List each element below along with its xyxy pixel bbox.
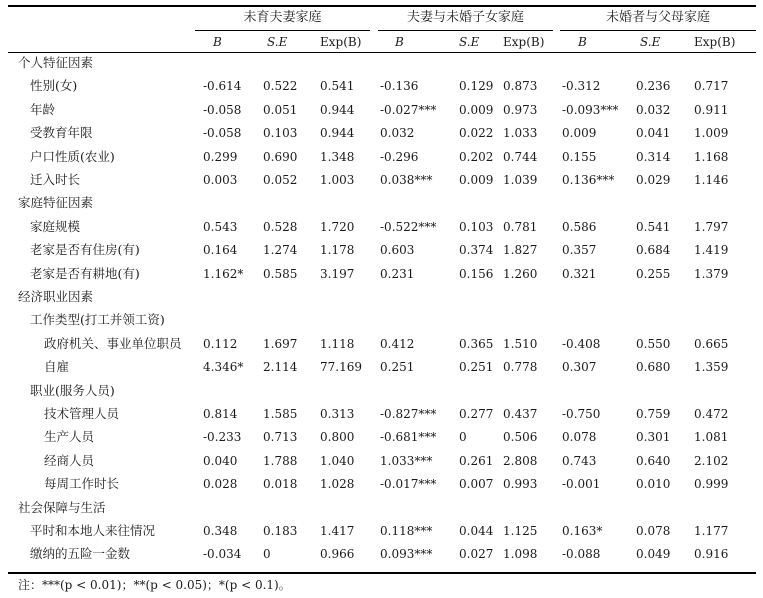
row-label: 年龄 — [30, 101, 56, 117]
table-cell: 2.808 — [503, 453, 538, 468]
group-underline — [195, 30, 370, 31]
table-cell: 0.759 — [636, 407, 671, 421]
table-cell: 0.103 — [263, 126, 298, 141]
table-cell: 0.541 — [636, 219, 671, 234]
table-cell: 0.112 — [203, 336, 238, 351]
table-cell: 0.183 — [263, 524, 298, 538]
column-header: B — [578, 35, 587, 49]
table-cell: 0.156 — [459, 266, 494, 281]
table-cell: 0.713 — [263, 430, 298, 445]
table-cell: 0.944 — [320, 102, 355, 117]
table-cell: 0 — [263, 547, 271, 562]
row-label: 技术管理人员 — [44, 406, 120, 421]
table-cell: 0.321 — [562, 266, 597, 281]
table-cell: 1.003 — [320, 173, 355, 187]
table-cell: 1.720 — [320, 219, 355, 234]
table-cell: 0.052 — [263, 173, 298, 187]
table-cell: -0.750 — [562, 407, 601, 421]
table-cell: 0.051 — [263, 102, 298, 117]
table-cell: -0.058 — [203, 102, 242, 117]
section-label: 社会保障与生活 — [18, 499, 106, 515]
table-cell: 0.778 — [503, 360, 538, 375]
table-cell: 0.506 — [503, 430, 538, 445]
table-cell: -0.136 — [380, 79, 419, 94]
table-bottom-rule — [8, 572, 756, 574]
table-cell: 1.788 — [263, 453, 298, 468]
table-cell: 0.800 — [320, 430, 355, 445]
table-cell: 1.359 — [694, 360, 729, 375]
table-note: 注：***(p < 0.01)；**(p < 0.05)；*(p < 0.1)。 — [18, 578, 291, 592]
table-cell: 1.274 — [263, 243, 298, 258]
table-cell: -0.312 — [562, 79, 601, 94]
table-cell: 0.029 — [636, 173, 671, 187]
table-cell: 0.040 — [203, 453, 238, 468]
row-label: 自雇 — [44, 359, 70, 375]
row-label: 家庭规模 — [30, 218, 81, 234]
table-cell: 1.033 — [503, 126, 538, 141]
table-cell: 0.018 — [263, 477, 298, 492]
column-header: S.E — [267, 35, 288, 49]
table-cell: 2.102 — [694, 453, 729, 468]
table-cell: 1.177 — [694, 524, 729, 538]
row-label: 缴纳的五险一金数 — [30, 546, 131, 562]
group-underline — [560, 30, 756, 31]
table-cell: 1.039 — [503, 173, 538, 187]
table-cell: 0.251 — [380, 360, 415, 375]
table-cell: 0.543 — [203, 219, 238, 234]
table-cell: 0.603 — [380, 243, 415, 258]
group-header: 未育夫妻家庭 — [243, 10, 322, 25]
row-label: 受教育年限 — [30, 125, 93, 141]
table-cell: 0.032 — [636, 102, 671, 117]
header-bottom-rule — [8, 52, 756, 53]
table-cell: 0.528 — [263, 219, 298, 234]
table-cell: -0.001 — [562, 477, 601, 492]
table-cell: 0.103 — [459, 219, 494, 234]
table-cell: 2.114 — [263, 360, 298, 375]
table-cell: 0.999 — [694, 477, 729, 492]
table-cell: 0.118*** — [380, 524, 433, 538]
table-cell: 0.049 — [636, 547, 671, 562]
column-header: S.E — [459, 35, 480, 49]
table-cell: 1.081 — [694, 430, 729, 445]
table-cell: 0.744 — [503, 149, 538, 164]
table-cell: 0.277 — [459, 407, 494, 421]
table-cell: 3.197 — [320, 266, 355, 281]
table-cell: 1.178 — [320, 243, 355, 258]
table-cell: 0.585 — [263, 266, 298, 281]
table-cell: 0.437 — [503, 407, 538, 421]
table-cell: 1.419 — [694, 243, 729, 258]
table-cell: 4.346* — [203, 360, 244, 375]
table-cell: 0.044 — [459, 524, 494, 538]
table-cell: 1.125 — [503, 524, 538, 538]
table-cell: 0.003 — [203, 173, 238, 187]
row-label: 平时和本地人来往情况 — [30, 523, 156, 538]
table-cell: 0.301 — [636, 430, 671, 445]
table-cell: 0.966 — [320, 547, 355, 562]
group-header: 夫妻与未婚子女家庭 — [406, 10, 524, 25]
table-cell: 1.033*** — [380, 453, 433, 468]
table-cell: 0.365 — [459, 336, 494, 351]
table-cell: 0.009 — [459, 173, 494, 187]
table-cell: 0.412 — [380, 336, 415, 351]
table-cell: -0.827*** — [380, 407, 437, 421]
table-cell: 0.944 — [320, 126, 355, 141]
row-label: 每周工作时长 — [44, 476, 120, 492]
table-cell: 0.550 — [636, 336, 671, 351]
table-cell: 0.032 — [380, 126, 415, 141]
table-cell: 0.307 — [562, 360, 597, 375]
table-cell: 1.697 — [263, 336, 298, 351]
column-header: Exp(B) — [503, 35, 545, 49]
table-cell: 0.541 — [320, 79, 355, 94]
table-cell: 0.680 — [636, 360, 671, 375]
table-cell: 0.007 — [459, 477, 494, 492]
table-cell: 0.717 — [694, 79, 729, 94]
table-cell: -0.408 — [562, 336, 601, 351]
table-cell: 0.299 — [203, 149, 238, 164]
table-cell: 0.261 — [459, 453, 494, 468]
section-label: 个人特征因素 — [18, 55, 94, 70]
table-cell: 0.348 — [203, 524, 238, 538]
table-cell: 1.118 — [320, 336, 355, 351]
table-cell: 0.129 — [459, 79, 494, 94]
table-cell: 0.781 — [503, 219, 538, 234]
table-cell: 0.009 — [459, 102, 494, 117]
table-cell: 0.251 — [459, 360, 494, 375]
row-label: 老家是否有住房(有) — [30, 242, 140, 258]
table-cell: 1.162* — [203, 266, 244, 281]
table-cell: 1.168 — [694, 149, 729, 164]
row-label: 生产人员 — [44, 429, 95, 445]
section-label: 职业(服务人员) — [30, 382, 115, 398]
table-cell: 1.348 — [320, 149, 355, 164]
table-cell: 1.098 — [503, 547, 538, 562]
table-cell: -0.093*** — [562, 102, 619, 117]
table-cell: 0.136*** — [562, 173, 615, 187]
table-cell: 1.585 — [263, 407, 298, 421]
table-cell: 0.009 — [562, 126, 597, 141]
table-cell: 0.743 — [562, 453, 597, 468]
table-cell: 0.093*** — [380, 547, 433, 562]
table-cell: -0.522*** — [380, 219, 437, 234]
row-label: 老家是否有耕地(有) — [30, 265, 140, 281]
column-header: B — [395, 35, 404, 49]
table-cell: -0.088 — [562, 547, 601, 562]
table-cell: 0.873 — [503, 79, 538, 94]
table-cell: 0.586 — [562, 219, 597, 234]
table-cell: 0.027 — [459, 547, 494, 562]
table-cell: 0.472 — [694, 407, 729, 421]
row-label: 经商人员 — [44, 452, 95, 468]
table-cell: 0.255 — [636, 266, 671, 281]
table-cell: 0.202 — [459, 149, 494, 164]
table-cell: 1.028 — [320, 477, 355, 492]
table-cell: 1.260 — [503, 266, 538, 281]
table-top-rule — [8, 5, 756, 7]
column-header: S.E — [640, 35, 661, 49]
table-cell: -0.027*** — [380, 102, 437, 117]
table-cell: 0.231 — [380, 266, 415, 281]
table-cell: 0.357 — [562, 243, 597, 258]
table-cell: 0.078 — [636, 524, 671, 538]
table-cell: 0.973 — [503, 102, 538, 117]
column-header: B — [213, 35, 222, 49]
table-cell: 0.313 — [320, 407, 355, 421]
table-cell: 0.028 — [203, 477, 238, 492]
table-cell: 0.038*** — [380, 173, 433, 187]
table-cell: -0.034 — [203, 547, 242, 562]
table-cell: 0.155 — [562, 149, 597, 164]
row-label: 迁入时长 — [30, 172, 81, 187]
column-header: Exp(B) — [694, 35, 736, 49]
table-cell: 0.640 — [636, 453, 671, 468]
table-cell: 0.911 — [694, 102, 729, 117]
section-label: 家庭特征因素 — [18, 195, 94, 211]
table-cell: 0.684 — [636, 243, 671, 258]
table-cell: 1.797 — [694, 219, 729, 234]
section-label: 经济职业因素 — [18, 289, 94, 304]
table-cell: 0.163* — [562, 524, 603, 538]
table-cell: 0.078 — [562, 430, 597, 445]
table-cell: -0.614 — [203, 79, 242, 94]
group-header: 未婚者与父母家庭 — [605, 10, 710, 25]
table-cell: 0.665 — [694, 336, 729, 351]
table-cell: 0.041 — [636, 126, 671, 141]
table-cell: 1.827 — [503, 243, 538, 258]
table-cell: 0.814 — [203, 407, 238, 421]
table-cell: 0.010 — [636, 477, 671, 492]
table-cell: 0.314 — [636, 149, 671, 164]
table-cell: 0.916 — [694, 547, 729, 562]
table-cell: 0 — [459, 430, 467, 445]
table-cell: -0.681*** — [380, 430, 437, 445]
table-cell: -0.233 — [203, 430, 242, 445]
table-cell: 0.236 — [636, 79, 671, 94]
table-cell: -0.058 — [203, 126, 242, 141]
table-cell: 0.374 — [459, 243, 494, 258]
table-cell: 1.417 — [320, 524, 355, 538]
table-cell: 1.510 — [503, 336, 538, 351]
table-cell: 0.690 — [263, 149, 298, 164]
table-cell: 1.379 — [694, 266, 729, 281]
table-cell: 0.164 — [203, 243, 238, 258]
group-underline — [378, 30, 553, 31]
table-cell: 77.169 — [320, 360, 362, 375]
table-cell: 1.040 — [320, 453, 355, 468]
table-cell: 1.146 — [694, 173, 729, 187]
table-cell: 0.022 — [459, 126, 494, 141]
table-cell: 0.993 — [503, 477, 538, 492]
row-label: 政府机关、事业单位职员 — [44, 335, 182, 351]
table-cell: -0.296 — [380, 149, 419, 164]
table-cell: 0.522 — [263, 79, 298, 94]
column-header: Exp(B) — [320, 35, 362, 49]
row-label: 性别(女) — [30, 78, 78, 94]
table-cell: -0.017*** — [380, 477, 437, 492]
section-label: 工作类型(打工并领工资) — [30, 312, 165, 328]
row-label: 户口性质(农业) — [30, 148, 115, 164]
table-cell: 1.009 — [694, 126, 729, 141]
